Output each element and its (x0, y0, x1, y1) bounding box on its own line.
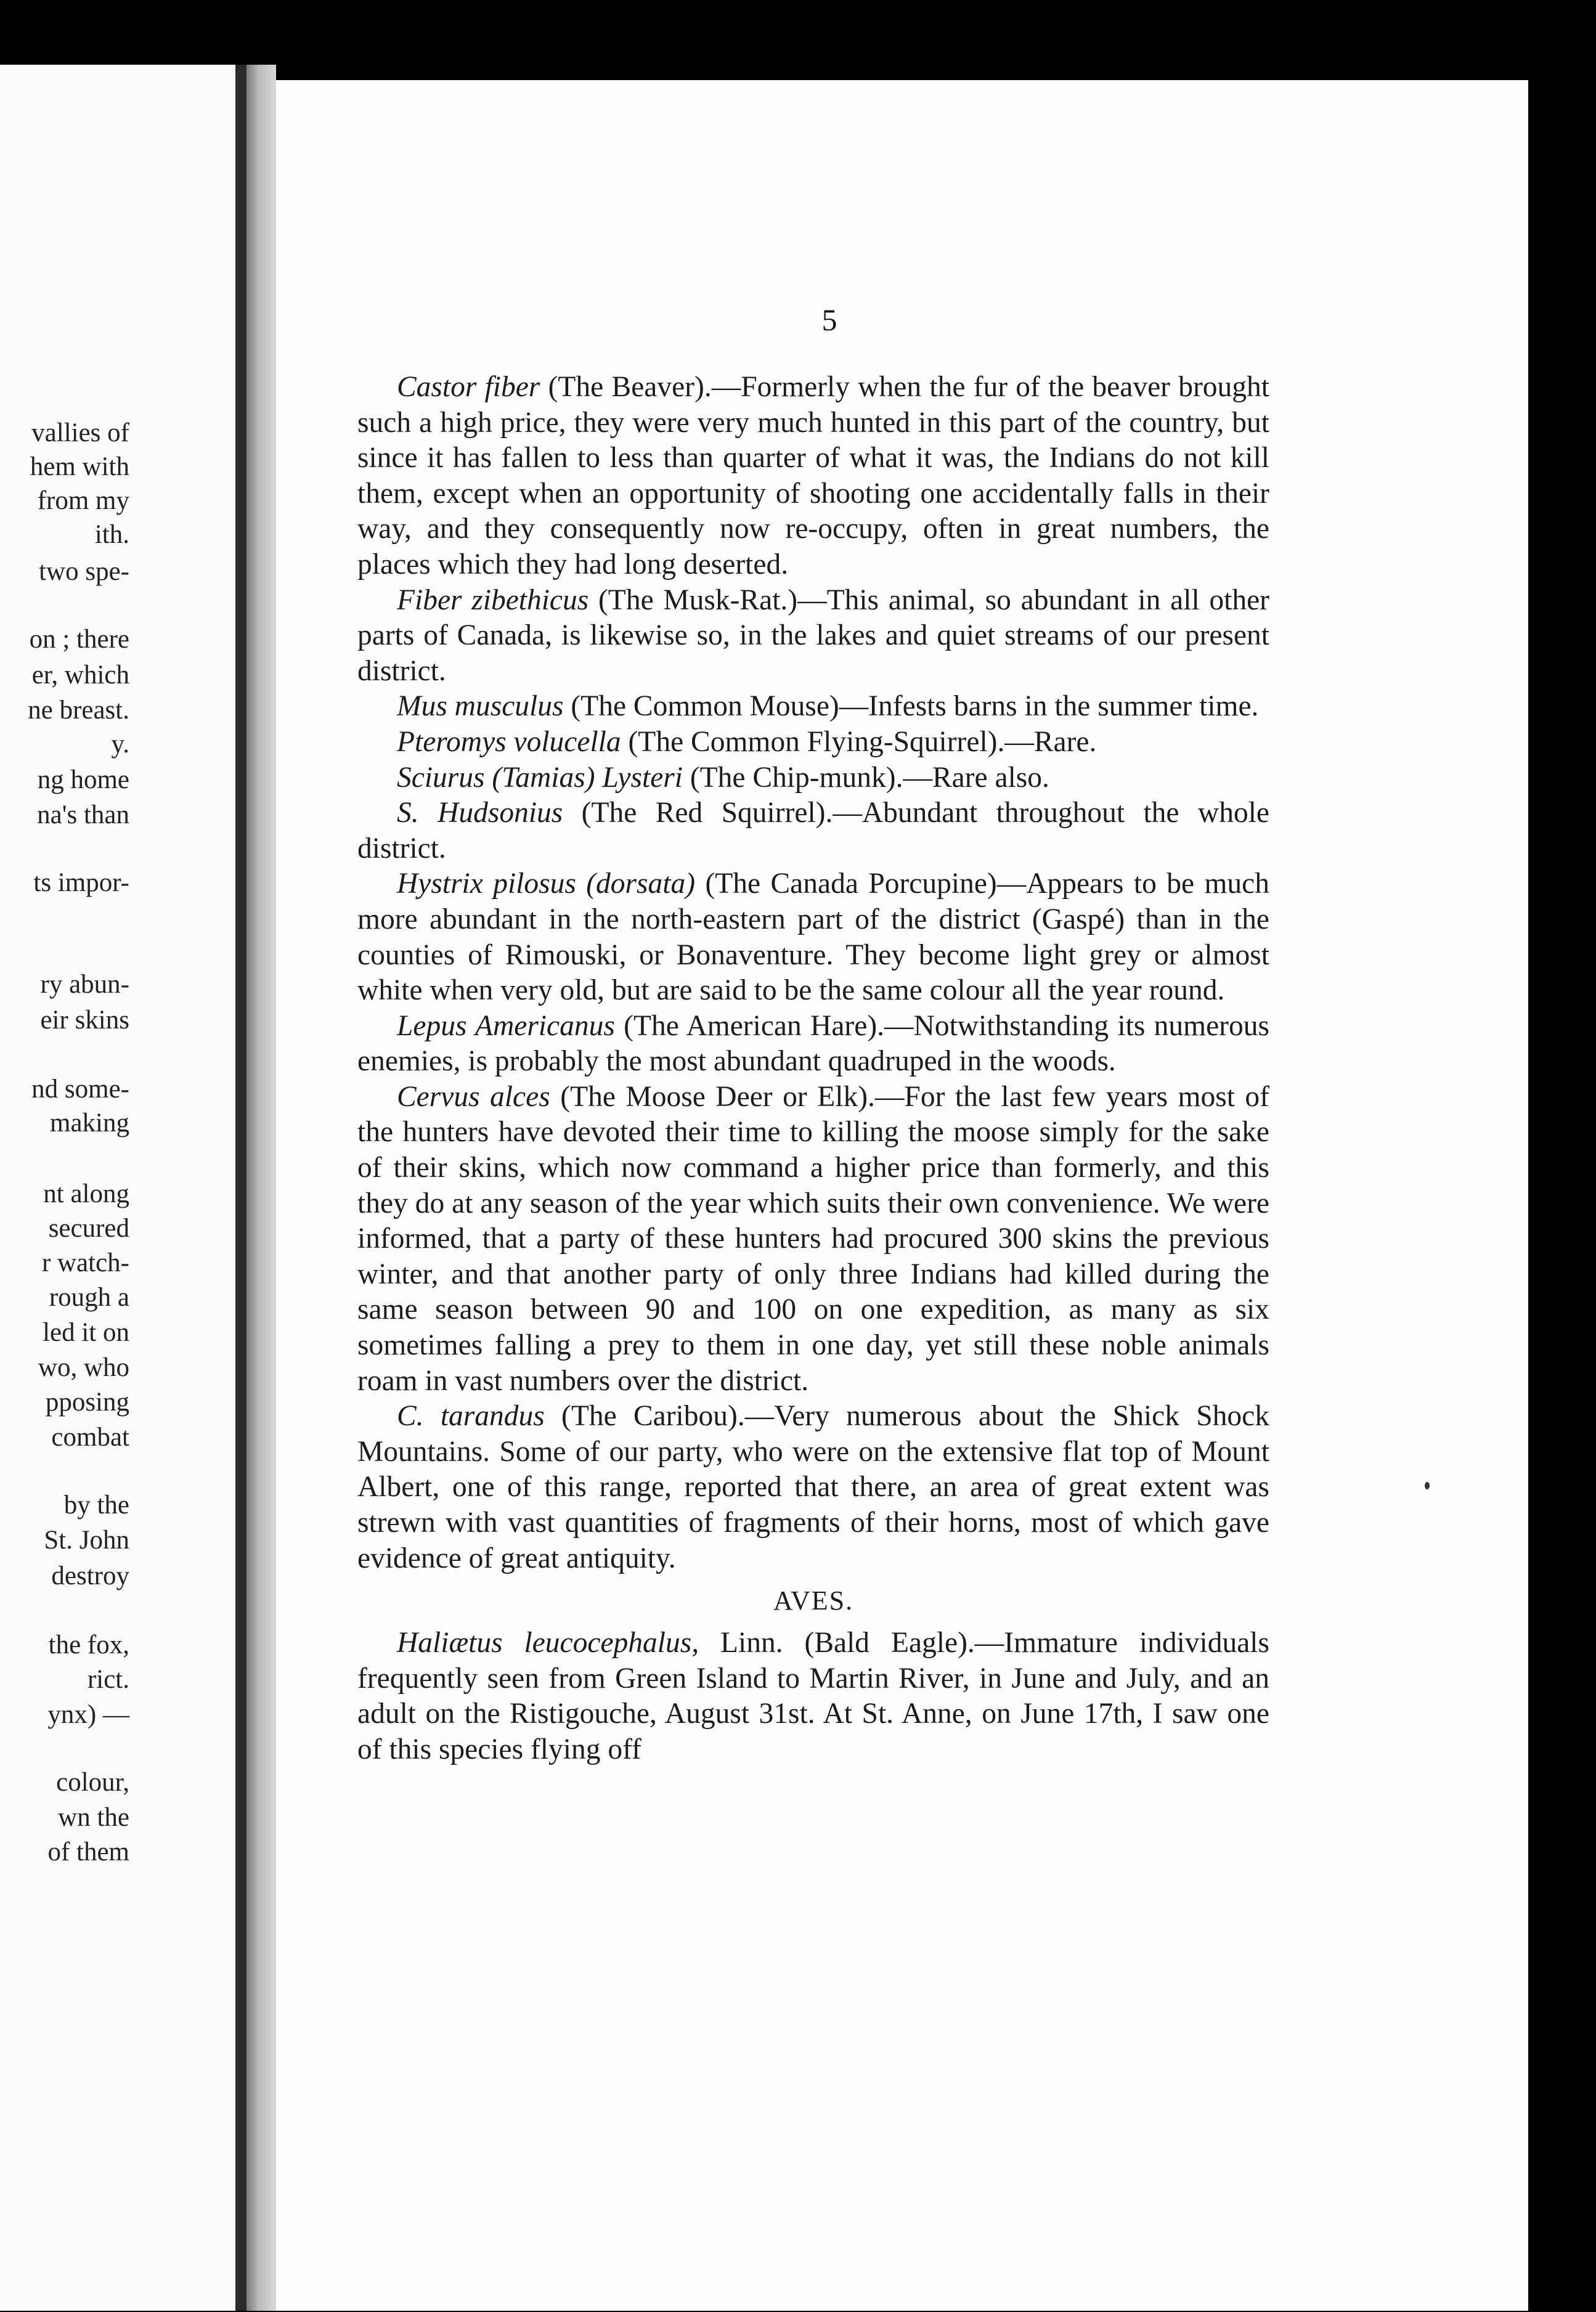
left-page-line: St. John (44, 1526, 129, 1555)
book-page (276, 80, 1528, 2311)
left-page-line: the fox, (48, 1630, 129, 1659)
species-paragraph (357, 370, 1269, 583)
left-page-line: two spe- (39, 557, 129, 586)
left-page-line: y. (111, 730, 129, 759)
species-description: (The Beaver).—Formerly when the fur of the beaver brought such a high price, they were very much hunted in this part of the country, but since it has fallen to less than quarter of what it was, the Indians do not kill them, except when an opportunity of shooting one accidentally falls in their way, and they consequently now re-occupy, often in great numbers, the places which they had long deserted. (357, 371, 1270, 580)
left-page-line: vallies of (31, 418, 129, 447)
left-page-line: ynx) — (47, 1700, 129, 1729)
species-paragraph (357, 689, 1269, 725)
left-page-line: ng home (37, 765, 129, 794)
left-page-line: wo, who (38, 1353, 129, 1382)
species-description: (The Common Flying-Squirrel).—Rare. (621, 725, 1097, 758)
species-paragraph (357, 583, 1269, 690)
left-page-line: combat (51, 1423, 129, 1452)
left-page-line: r watch- (41, 1248, 129, 1277)
species-paragraph (357, 760, 1269, 796)
left-page-line: making (50, 1109, 129, 1138)
species-name: Fiber zibethicus (397, 584, 589, 616)
mammalia-section (357, 370, 1269, 1576)
species-name: Pteromys volucella (397, 725, 621, 758)
left-page-line: ry abun- (40, 970, 129, 999)
left-page-line: ts impor- (33, 868, 129, 897)
species-description: (The Red Squirrel).—Abundant throughout the whole district. (357, 797, 1269, 865)
species-name: Lepus Americanus (397, 1009, 615, 1042)
left-page-line: colour, (56, 1768, 129, 1797)
species-paragraph (357, 1080, 1269, 1399)
page-number: 5 (821, 303, 837, 337)
page-gutter-shadow (235, 65, 246, 2311)
species-paragraph (357, 866, 1269, 1008)
left-page-line: by the (63, 1491, 129, 1520)
left-page-line: led it on (43, 1318, 129, 1347)
aves-section (357, 1626, 1269, 1767)
species-paragraph (357, 1626, 1269, 1767)
left-page-line: rough a (49, 1283, 129, 1312)
species-paragraph (357, 725, 1269, 760)
left-page-line: rict. (87, 1665, 129, 1694)
species-name: Sciurus (Tamias) Lysteri (397, 761, 683, 794)
section-heading-aves: AVES. (773, 1585, 854, 1616)
left-page-line: ith. (94, 520, 129, 549)
left-page-fragment (0, 65, 235, 2311)
species-paragraph (357, 796, 1269, 866)
species-name: Haliætus leucocephalus, (397, 1627, 699, 1659)
left-page-line: na's than (37, 800, 129, 829)
page-gutter (246, 65, 276, 2311)
left-page-line: hem with (30, 452, 129, 481)
left-page-line: from my (37, 486, 129, 515)
species-paragraph (357, 1009, 1269, 1080)
species-description: (The Musk-Rat.)—This animal, so abundant in all other parts of Canada, is likewise so, in the lakes and quiet streams of our present district. (357, 584, 1269, 687)
species-paragraph (357, 1399, 1269, 1576)
species-description: (The Common Mouse)—Infests barns in the summer time. (563, 690, 1259, 723)
species-description: Linn. (Bald Eagle).—Immature individuals frequently seen from Green Island to Martin River, in June and July, and an adult on the Ristigouche, August 31st. At St. Anne, on June 17th, I saw one of this species flying off (357, 1627, 1269, 1765)
left-page-line: on ; there (29, 625, 129, 654)
left-page-line: destroy (51, 1561, 129, 1590)
left-page-text (0, 65, 129, 2311)
left-page-line: nt along (43, 1179, 129, 1208)
species-description: (The American Hare).—Notwithstanding its numerous enemies, is probably the most abundant quadruped in the woods. (357, 1009, 1269, 1078)
species-name: S. Hudsonius (397, 797, 563, 829)
species-name: Cervus alces (397, 1080, 550, 1113)
left-page-line: eir skins (40, 1006, 129, 1035)
species-description: (The Chip-munk).—Rare also. (682, 761, 1049, 794)
left-page-line: wn the (58, 1803, 129, 1832)
species-description: (The Moose Deer or Elk).—For the last few years most of the hunters have devoted their time to killing the moose simply for the sake of their skins, which now command a higher price than formerly, and this they do at any season of the year which suits their own convenience. We were informed, that a party of these hunters had procured 300 skins the previous winter, and that another party of only three Indians had killed during the same season between 90 and 100 on one expedition, as many as six sometimes falling a prey to them in one day, yet still these noble animals roam in vast numbers over the district. (357, 1080, 1270, 1397)
species-description: (The Caribou).—Very numerous about the Shick Shock Mountains. Some of our party, who were on the extensive flat top of Mount Albert, one of this range, reported that there, an area of great extent was strewn with vast quantities of fragments of their horns, most of which gave evidence of great antiquity. (357, 1400, 1269, 1574)
species-name: C. tarandus (397, 1400, 545, 1433)
left-page-line: pposing (45, 1388, 129, 1417)
left-page-line: er, which (31, 661, 129, 690)
species-name: Castor fiber (397, 371, 540, 403)
species-name: Hystrix pilosus (dorsata) (397, 868, 696, 900)
species-name: Mus musculus (397, 690, 564, 723)
left-page-line: nd some- (31, 1075, 129, 1104)
page-body (357, 370, 1269, 1768)
species-description: (The Canada Porcupine)—Appears to be much more abundant in the north-eastern part of the district (Gaspé) than in the counties of Rimouski, or Bonaventure. They become light grey or almost white when very old, but are said to be the same colour all the year round. (357, 868, 1270, 1007)
left-page-line: ne breast. (28, 696, 129, 725)
left-page-line: secured (48, 1214, 129, 1243)
left-page-line: of them (47, 1838, 129, 1866)
margin-speck (1425, 1482, 1430, 1489)
